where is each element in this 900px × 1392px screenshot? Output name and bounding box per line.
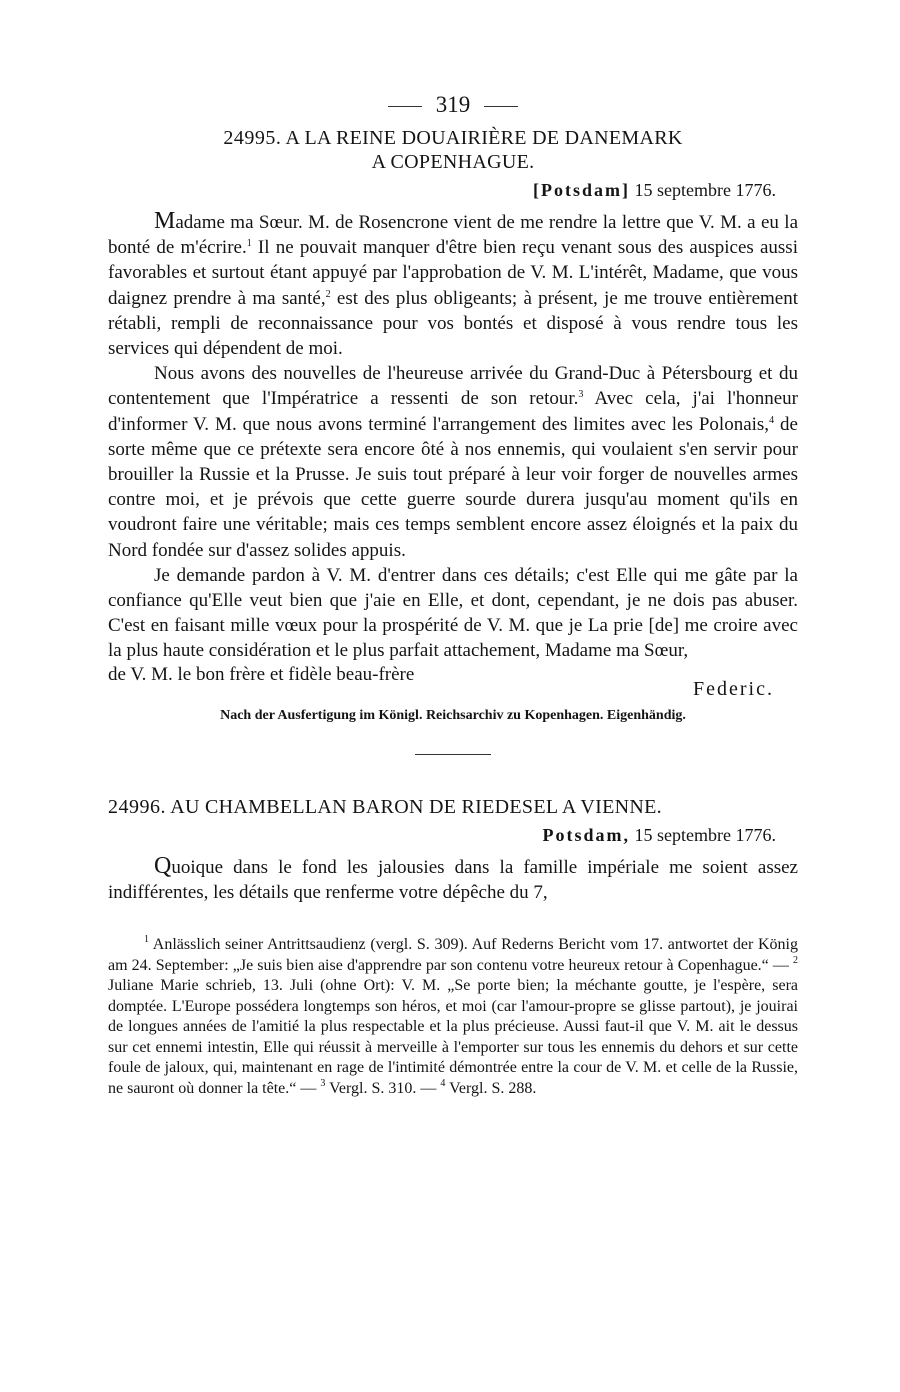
footnotes-text (108, 935, 798, 1099)
footnote-3-text: Vergl. S. 310. — (325, 1079, 437, 1097)
letter1-paragraph-2 (108, 361, 798, 563)
letter2-date-place: Potsdam, (542, 824, 631, 845)
letter1-source-note: Nach der Ausfertigung im Königl. Reichsarchiv zu Kopenhagen. Eigenhändig. (220, 707, 686, 723)
footnote-ref-1: 1 (246, 238, 252, 250)
letter1-number: 24995. (223, 127, 282, 149)
letter1-p1-text-b: Il ne pouvait manquer d'être bien reçu venant sous des auspices aussi favorables et surtout étant appuyé par l'approbation de V. M. L'intérêt, Madame, que vous daignez prendre à ma santé, (108, 237, 798, 309)
letter1-title-line2: A COPENHAGUE. (371, 151, 535, 173)
letter1-p2-text-c: de sorte même que ce prétexte sera encore ôté à nos ennemis, qui voulaient s'en servir pour brouiller la Russie et la Prusse. Je suis tout préparé à leur voir forger de nouvelles armes contre moi, et je prévois que cette guerre sourde durera jusqu'au moment qu'ils en voudront faire une véritable; mais ces temps semblent encore assez éloignés et la paix du Nord fondée sur d'assez solides appuis. (108, 413, 798, 561)
footnote-ref-2: 2 (325, 288, 331, 300)
letter1-dateline (108, 180, 776, 201)
letter1-p1-text-c: est des plus obligeants; à présent, je me trouve entièrement rétabli, rempli de reconnaissance pour vos bontés et disposé à vous rendre tous les services qui dépendent de moi. (108, 287, 798, 360)
footnote-4-text: Vergl. S. 288. (445, 1079, 537, 1097)
footnote-2-marker: 2 (793, 954, 799, 966)
letter2-number: 24996. (108, 795, 166, 818)
letter2-paragraph-1 (108, 854, 798, 905)
document-page (108, 88, 798, 1099)
footnote-ref-3: 3 (578, 389, 584, 401)
letter2-title: AU CHAMBELLAN BARON DE RIEDESEL A VIENNE. (170, 795, 662, 818)
footnotes (108, 935, 798, 1099)
letter1-heading (108, 126, 798, 174)
page-number-dash-right (484, 106, 518, 107)
page-number (108, 88, 798, 122)
footnote-1-text: Anlässlich seiner Antrittsaudienz (vergl. S. 309). Auf Rederns Bericht vom 17. antwortet der König am 24. September: „Je suis bien aise d'apprendre par son contenu votre heureux retour à Copenhague.“ — (108, 936, 798, 974)
footnote-ref-4: 4 (769, 414, 775, 426)
letter1-p2-text-b: Avec cela, j'ai l'honneur d'informer V. M. que nous avons terminé l'arrangement des limites avec les Polonais, (108, 388, 798, 435)
letter2-dateline (108, 825, 776, 846)
letter1-initial: M (154, 208, 176, 234)
letter1-p2-text-a: Nous avons des nouvelles de l'heureuse arrivée du Grand-Duc à Pétersbourg et du contentement que l'Impératrice a ressenti de son retour. (108, 363, 798, 410)
footnote-1-marker: 1 (144, 934, 149, 946)
letter1-paragraph-1 (108, 209, 798, 361)
page-number-text: 319 (435, 92, 471, 117)
letter1-closing (108, 664, 798, 708)
page-number-dash-left (388, 106, 422, 107)
footnote-2-text: Juliane Marie schrieb, 13. Juli (ohne Ort): V. M. „Se porte bien; la méchante goutte, je l'espère, sera domptée. L'Europe possédera longtemps son héros, et moi (car l'amour-propre se glisse partout), je jouirai de longues années de l'amitié la plus respectable et la plus précieuse. Aussi faut-il que V. M. ait le dessus sur cet ennemi intestin, Elle qui réussit à merveille à l'emporter sur tous les ennemis du dehors et sur cette foule de jaloux, qui, maintenant en rage de l'intimité démontrée entre la cour de V. M. et celle de la Russie, ne sauront où donner la tête.“ — (108, 977, 798, 1097)
footnote-3-marker: 3 (320, 1077, 326, 1089)
letter1-p1-text-a: adame ma Sœur. M. de Rosencrone vient de me rendre la lettre que V. M. a eu la bonté de m'écrire. (108, 212, 798, 259)
letter2-heading (108, 795, 798, 819)
letter1-date-place: [Potsdam] (533, 180, 631, 200)
letter2-date: 15 septembre 1776. (634, 824, 776, 845)
letter1-signature: Federic. (693, 677, 774, 700)
letter2-initial: Q (154, 852, 172, 879)
letter1-title-line1: A LA REINE DOUAIRIÈRE DE DANEMARK (285, 127, 683, 149)
letter1-date: 15 septembre 1776. (634, 180, 776, 200)
letter2-p1-text: uoique dans le fond les jalousies dans la famille impériale me soient assez indifférentes, les détails que renferme votre dépêche du 7, (108, 856, 798, 903)
letter1-closing-text: de V. M. le bon frère et fidèle beau-frère (108, 663, 415, 685)
section-divider (415, 754, 491, 755)
footnote-4-marker: 4 (440, 1077, 446, 1089)
letter1-paragraph-3: Je demande pardon à V. M. d'entrer dans ces détails; c'est Elle qui me gâte par la confiance qu'Elle veut bien que j'aie en Elle, et dont, cependant, je ne dois pas abuser. C'est en faisant mille vœux pour la prospérité de V. M. que je La prie [de] me croire avec la plus haute considération et le plus parfait attachement, Madame ma Sœur, (108, 564, 798, 662)
